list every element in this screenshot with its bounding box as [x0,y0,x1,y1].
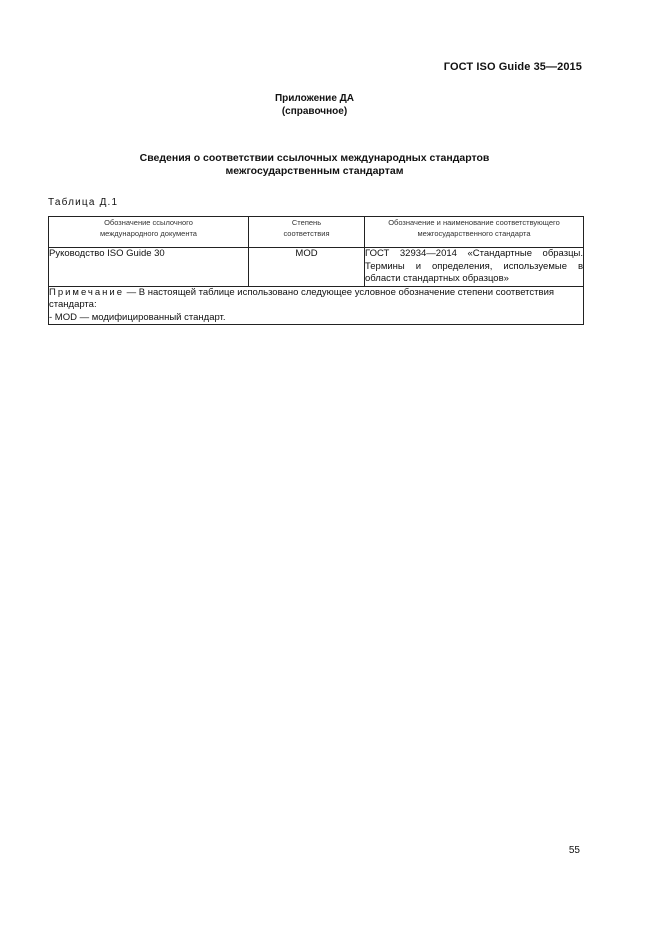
cell-degree: MOD [249,248,365,287]
header-degree [249,217,365,248]
table-row [49,248,584,287]
appendix-subtitle: (справочное) [281,106,348,117]
header-ref-doc [49,217,249,248]
table-note [49,286,584,325]
table-note-row [49,286,584,325]
section-title-line1: Сведения о соответствии ссылочных международных стандартов [139,152,490,164]
header-degree-line2: соответствия [283,229,330,238]
cell-ref-doc: Руководство ISO Guide 30 [49,248,249,287]
table-caption: Таблица Д.1 [48,197,119,208]
header-interstate [365,217,584,248]
section-title-line2: межгосударственным стандартам [225,165,404,177]
header-interstate-line1: Обозначение и наименование соответствующего [388,218,560,227]
table-header-row [49,217,584,248]
appendix-title: Приложение ДА [274,93,355,104]
correspondence-table [48,216,584,325]
header-ref-doc-line1: Обозначение ссылочного [104,218,193,227]
document-code: ГОСТ ISO Guide 35—2015 [443,61,582,73]
cell-interstate: ГОСТ 32934—2014 «Стандартные образцы. Термины и определения, используемые в области стандартных образцов» [365,248,583,284]
header-interstate-line2: межгосударственного стандарта [417,229,531,238]
note-label: Примечание [49,286,124,298]
note-item: - MOD — модифицированный стандарт. [49,311,226,323]
header-degree-line1: Степень [291,218,322,227]
header-ref-doc-line2: международного документа [100,229,197,238]
note-text: — В настоящей таблице использовано следующее условное обозначение степени соответствия стандарта: [49,286,555,310]
page-number: 55 [568,845,580,856]
